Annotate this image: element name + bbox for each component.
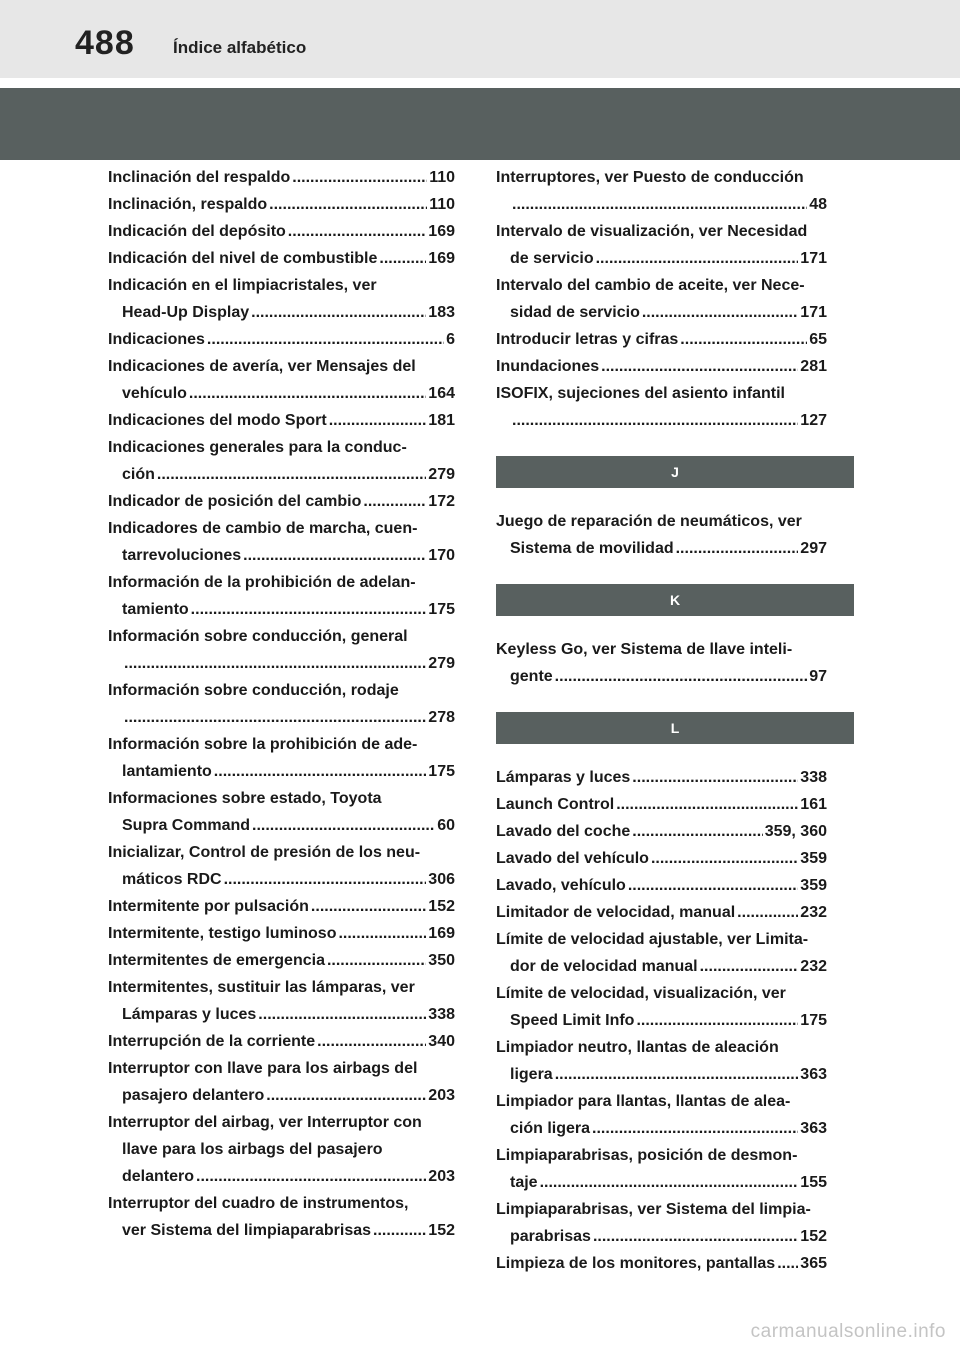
index-entry [496, 1142, 827, 1196]
index-entry-text: gente [510, 668, 553, 685]
dot-leader [512, 191, 807, 218]
index-entry [108, 272, 455, 326]
dot-leader [124, 704, 426, 731]
index-entry [496, 926, 827, 980]
index-entry-text: Interrupción de la corriente [108, 1033, 316, 1050]
index-entry-line [496, 845, 827, 872]
index-entry-page: 6 [446, 331, 455, 348]
index-entry-page: 65 [809, 331, 827, 348]
index-entry-text: ción ligera [510, 1120, 591, 1137]
index-entry-text: Limitador de velocidad, manual [496, 904, 736, 921]
index-entry-page: 232 [800, 958, 827, 975]
dot-leader [777, 1250, 798, 1277]
index-entry-line [496, 164, 827, 191]
index-entry-line [496, 899, 827, 926]
dot-leader [252, 812, 435, 839]
index-entry [496, 980, 827, 1034]
index-entry-line [108, 677, 455, 704]
index-entry-text: Supra Command [122, 817, 251, 834]
index-entry-page: 340 [428, 1033, 455, 1050]
index-entry-page: 203 [428, 1087, 455, 1104]
index-entry-page: 359, 360 [764, 823, 827, 840]
index-entry-line [108, 1082, 455, 1109]
index-entry-page: 60 [437, 817, 455, 834]
dot-leader [292, 164, 427, 191]
index-entry-text: Speed Limit Info [510, 1012, 635, 1029]
index-entry-text: Limpiaparabrisas, posición de desmon- [496, 1147, 798, 1164]
dot-leader [258, 1001, 426, 1028]
index-entry-page: 203 [428, 1168, 455, 1185]
index-entry [108, 353, 455, 407]
index-entry-page: 297 [800, 540, 827, 557]
index-entry-line [108, 704, 455, 731]
index-entry-text: Indicaciones de avería, ver Mensajes del [108, 358, 416, 375]
dot-leader [124, 650, 426, 677]
index-entry-page: 152 [428, 898, 455, 915]
index-entry-page: 169 [428, 925, 455, 942]
index-entry-line [496, 926, 827, 953]
dot-leader [680, 326, 807, 353]
index-entry-line [108, 380, 455, 407]
index-entry-line [496, 1007, 827, 1034]
dot-leader [593, 1223, 798, 1250]
index-entry-line [496, 299, 827, 326]
index-entry-text: Indicaciones [108, 331, 205, 348]
index-entry-page: 181 [428, 412, 455, 429]
dot-leader [601, 353, 798, 380]
index-entry-text: Interruptor del cuadro de instrumentos, [108, 1195, 409, 1212]
index-entry-page: 278 [428, 709, 455, 726]
index-entry-line [496, 407, 827, 434]
dot-leader [196, 1163, 426, 1190]
index-entry-text: lantamiento [122, 763, 212, 780]
index-entry-text: Lavado del vehículo [496, 850, 649, 867]
index-entry [108, 515, 455, 569]
dot-leader [616, 791, 798, 818]
index-entry [108, 488, 455, 515]
index-entry [496, 508, 827, 562]
index-entry-line [108, 164, 455, 191]
index-entry-line [108, 785, 455, 812]
index-entry-text: Inicializar, Control de presión de los neu- [108, 844, 421, 861]
index-entry-page: 359 [800, 850, 827, 867]
section-title: Índice alfabético [173, 38, 307, 57]
index-entry-text: Inclinación, respaldo [108, 196, 268, 213]
index-entry-text: Limpiador para llantas, llantas de alea- [496, 1093, 791, 1110]
dot-leader [288, 218, 427, 245]
index-entry [496, 1034, 827, 1088]
index-entry-line [496, 1169, 827, 1196]
index-entry-line [496, 872, 827, 899]
index-entry-text: Keyless Go, ver Sistema de llave inteli- [496, 641, 793, 658]
index-entry [496, 353, 827, 380]
index-entry [108, 974, 455, 1028]
index-entry-line [108, 812, 455, 839]
dot-leader [636, 1007, 798, 1034]
dot-leader [338, 920, 426, 947]
index-entry-text: taje [510, 1174, 538, 1191]
index-entry [108, 1055, 455, 1109]
index-entry-line [496, 353, 827, 380]
index-entry-text: Interruptor del airbag, ver Interruptor con [108, 1114, 422, 1131]
index-entry-text: Indicadores de cambio de marcha, cuen- [108, 520, 418, 537]
index-entry-line [108, 1190, 455, 1217]
index-entry-line [496, 1088, 827, 1115]
index-entry-line [496, 191, 827, 218]
index-entry [496, 1250, 827, 1277]
index-entry-page: 48 [809, 196, 827, 213]
index-entry-page: 169 [428, 223, 455, 240]
index-entry-line [108, 1028, 455, 1055]
index-entry-line [496, 218, 827, 245]
index-entry-line [108, 353, 455, 380]
index-entry-text: Indicaciones del modo Sport [108, 412, 327, 429]
index-entry-text: Indicación del nivel de combustible [108, 250, 378, 267]
index-entry-line [108, 920, 455, 947]
dot-leader [224, 866, 427, 893]
dot-leader [191, 596, 427, 623]
index-entry-line [108, 1217, 455, 1244]
index-entry-text: Interruptor con llave para los airbags del [108, 1060, 418, 1077]
index-entry-text: Indicador de posición del cambio [108, 493, 362, 510]
index-entry-text: pasajero delantero [122, 1087, 265, 1104]
index-entry [496, 791, 827, 818]
index-entry-line [496, 1250, 827, 1277]
index-entry-page: 279 [428, 655, 455, 672]
index-entry-page: 306 [428, 871, 455, 888]
index-entry-line [108, 893, 455, 920]
index-entry-line [496, 380, 827, 407]
index-entry-line [108, 650, 455, 677]
index-entry [496, 218, 827, 272]
index-entry-text: Intervalo del cambio de aceite, ver Nece- [496, 277, 805, 294]
watermark: carmanualsonline.info [750, 1321, 946, 1342]
index-entry-text: ción [122, 466, 155, 483]
index-entry-line [108, 515, 455, 542]
dot-leader [379, 245, 426, 272]
index-entry-line [108, 245, 455, 272]
index-entry-line [496, 818, 827, 845]
dot-leader [540, 1169, 799, 1196]
index-entry [108, 164, 455, 191]
index-entry-text: Intermitentes, sustituir las lámparas, ver [108, 979, 415, 996]
index-entry-text: ligera [510, 1066, 553, 1083]
index-entry-text: Interruptores, ver Puesto de conducción [496, 169, 804, 186]
index-entry-text: Información de la prohibición de adelan- [108, 574, 416, 591]
index-entry [496, 380, 827, 434]
index-entry-line [108, 1163, 455, 1190]
index-entry-line [496, 272, 827, 299]
index-entry-page: 171 [800, 250, 827, 267]
index-entry-text: Limpiaparabrisas, ver Sistema del limpia- [496, 1201, 811, 1218]
dot-leader [632, 764, 798, 791]
index-entry [496, 845, 827, 872]
index-entry [108, 731, 455, 785]
index-entry-page: 232 [800, 904, 827, 921]
index-entry-line [108, 434, 455, 461]
index-entry-text: de servicio [510, 250, 594, 267]
dot-leader [700, 953, 799, 980]
index-entry-page: 279 [428, 466, 455, 483]
index-column-right [496, 164, 827, 1277]
index-entry-line [496, 764, 827, 791]
index-entry-text: delantero [122, 1168, 195, 1185]
index-entry-text: Indicaciones generales para la conduc- [108, 439, 407, 456]
index-entry-line [496, 1034, 827, 1061]
index-entry [108, 191, 455, 218]
dot-leader [632, 818, 762, 845]
index-entry [108, 245, 455, 272]
index-entry-line [108, 1136, 455, 1163]
index-entry-line [496, 636, 827, 663]
index-entry-line [496, 980, 827, 1007]
index-entry-text: Juego de reparación de neumáticos, ver [496, 513, 802, 530]
index-entry-line [108, 1001, 455, 1028]
dot-leader [651, 845, 798, 872]
index-entry-text: Indicación en el limpiacristales, ver [108, 277, 377, 294]
index-entry-line [108, 1055, 455, 1082]
index-entry-line [496, 326, 827, 353]
dot-leader [555, 663, 808, 690]
dot-leader [157, 461, 426, 488]
letter-section-header: K [496, 584, 854, 616]
index-entry [108, 326, 455, 353]
index-entry [108, 839, 455, 893]
index-entry-page: 183 [428, 304, 455, 321]
dot-leader [329, 407, 427, 434]
index-entry-page: 365 [800, 1255, 827, 1272]
index-entry-text: Información sobre conducción, rodaje [108, 682, 399, 699]
index-entry-line [496, 245, 827, 272]
index-entry-page: 161 [800, 796, 827, 813]
index-entry [108, 218, 455, 245]
index-entry-page: 152 [428, 1222, 455, 1239]
index-entry-page: 164 [428, 385, 455, 402]
index-entry [496, 872, 827, 899]
dot-leader [269, 191, 427, 218]
index-entry-page: 172 [428, 493, 455, 510]
index-entry-text: Información sobre conducción, general [108, 628, 408, 645]
index-entry-page: 175 [800, 1012, 827, 1029]
dot-leader [592, 1115, 798, 1142]
index-entry-page: 171 [800, 304, 827, 321]
index-entry-text: llave para los airbags del pasajero [122, 1141, 383, 1158]
index-entry-text: Limpiador neutro, llantas de aleación [496, 1039, 779, 1056]
index-entry-line [496, 1196, 827, 1223]
index-entry-line [108, 218, 455, 245]
index-entry-page: 175 [428, 601, 455, 618]
index-column-left [108, 164, 455, 1244]
index-entry-line [496, 791, 827, 818]
dot-leader [373, 1217, 426, 1244]
dot-leader [642, 299, 798, 326]
index-entry-line [108, 191, 455, 218]
index-entry-line [496, 1115, 827, 1142]
index-entry-text: Inundaciones [496, 358, 600, 375]
dot-leader [311, 893, 426, 920]
index-entry-line [108, 299, 455, 326]
dot-leader [214, 758, 427, 785]
index-entry-page: 152 [800, 1228, 827, 1245]
index-entry-line [108, 569, 455, 596]
index-entry-page: 338 [428, 1006, 455, 1023]
index-entry-page: 97 [809, 668, 827, 685]
index-entry-page: 110 [429, 196, 455, 213]
index-entry-text: máticos RDC [122, 871, 222, 888]
index-entry-text: ver Sistema del limpiaparabrisas [122, 1222, 372, 1239]
index-entry-line [108, 866, 455, 893]
index-entry-text: sidad de servicio [510, 304, 640, 321]
index-entry-text: Informaciones sobre estado, Toyota [108, 790, 382, 807]
dot-leader [596, 245, 799, 272]
index-entry-line [108, 623, 455, 650]
index-entry [496, 899, 827, 926]
index-entry-line [108, 326, 455, 353]
index-entry [108, 569, 455, 623]
index-entry-page: 363 [800, 1120, 827, 1137]
dot-leader [676, 535, 799, 562]
index-entry [496, 164, 827, 218]
index-entry-line [108, 947, 455, 974]
index-entry-text: Intervalo de visualización, ver Necesidad [496, 223, 808, 240]
index-entry-text: Intermitente por pulsación [108, 898, 309, 915]
index-entry-page: 110 [429, 169, 455, 186]
index-entry-line [108, 839, 455, 866]
index-entry-text: Introducir letras y cifras [496, 331, 679, 348]
index-entry-text: Limpieza de los monitores, pantallas [496, 1255, 776, 1272]
index-entry-line [496, 1142, 827, 1169]
index-entry-line [108, 758, 455, 785]
index-entry-line [108, 596, 455, 623]
index-entry-line [108, 731, 455, 758]
index-entry-text: Inclinación del respaldo [108, 169, 291, 186]
index-entry-text: Lavado del coche [496, 823, 631, 840]
page-number: 488 [75, 24, 135, 62]
page-header [0, 0, 960, 78]
dot-leader [327, 947, 426, 974]
index-entry [108, 407, 455, 434]
index-entry-text: Lámparas y luces [122, 1006, 257, 1023]
index-entry [108, 434, 455, 488]
index-entry [108, 947, 455, 974]
index-entry-line [496, 1061, 827, 1088]
dot-leader [317, 1028, 426, 1055]
dot-leader [243, 542, 426, 569]
index-entry-text: Indicación del depósito [108, 223, 286, 240]
index-entry-line [108, 542, 455, 569]
index-entry-line [108, 1109, 455, 1136]
index-entry [108, 1028, 455, 1055]
index-entry [496, 1196, 827, 1250]
index-entry-text: parabrisas [510, 1228, 591, 1245]
index-entry-text: Límite de velocidad, visualización, ver [496, 985, 786, 1002]
index-entry-page: 170 [428, 547, 455, 564]
index-entry-text: Head-Up Display [122, 304, 250, 321]
index-entry [496, 1088, 827, 1142]
index-entry-text: tamiento [122, 601, 189, 618]
dot-leader [363, 488, 426, 515]
index-entry-page: 338 [800, 769, 827, 786]
index-entry-page: 155 [800, 1174, 827, 1191]
letter-section-header: J [496, 456, 854, 488]
letter-section-header: L [496, 712, 854, 744]
index-entry [496, 272, 827, 326]
index-entry [108, 1190, 455, 1244]
dot-leader [207, 326, 444, 353]
index-entry-page: 127 [800, 412, 827, 429]
dot-leader [512, 407, 798, 434]
index-entry-line [108, 974, 455, 1001]
index-entry [108, 785, 455, 839]
index-entry-text: dor de velocidad manual [510, 958, 698, 975]
index-entry-line [496, 535, 827, 562]
index-entry [496, 326, 827, 353]
index-entry [108, 920, 455, 947]
index-entry-text: Límite de velocidad ajustable, ver Limita- [496, 931, 809, 948]
index-entry-text: Información sobre la prohibición de ade- [108, 736, 418, 753]
index-entry-text: Sistema de movilidad [510, 540, 674, 557]
index-entry-page: 363 [800, 1066, 827, 1083]
dot-leader [266, 1082, 426, 1109]
index-entry-text: Lámparas y luces [496, 769, 631, 786]
index-entry [496, 764, 827, 791]
index-entry-line [108, 488, 455, 515]
index-entry-page: 281 [800, 358, 827, 375]
dot-leader [189, 380, 426, 407]
index-entry-line [108, 272, 455, 299]
dot-leader [737, 899, 798, 926]
dot-leader [628, 872, 798, 899]
index-entry-page: 350 [428, 952, 455, 969]
index-entry [496, 818, 827, 845]
index-entry-line [108, 407, 455, 434]
dot-leader [251, 299, 426, 326]
index-entry [496, 636, 827, 690]
index-entry-text: Launch Control [496, 796, 615, 813]
header-band [0, 88, 960, 160]
index-entry-text: ISOFIX, sujeciones del asiento infantil [496, 385, 785, 402]
dot-leader [555, 1061, 799, 1088]
index-entry-text: tarrevoluciones [122, 547, 242, 564]
index-entry-page: 359 [800, 877, 827, 894]
index-entry-line [496, 1223, 827, 1250]
index-entry-page: 169 [428, 250, 455, 267]
index-entry [108, 677, 455, 731]
index-entry-line [496, 663, 827, 690]
index-entry-text: Intermitentes de emergencia [108, 952, 325, 969]
index-entry [108, 1109, 455, 1190]
index-entry-text: Lavado, vehículo [496, 877, 626, 894]
index-entry-line [108, 461, 455, 488]
index-entry [108, 893, 455, 920]
index-entry-line [496, 508, 827, 535]
index-entry-text: Intermitente, testigo luminoso [108, 925, 337, 942]
index-entry-line [496, 953, 827, 980]
index-entry-page: 175 [428, 763, 455, 780]
index-entry-text: vehículo [122, 385, 187, 402]
index-entry [108, 623, 455, 677]
